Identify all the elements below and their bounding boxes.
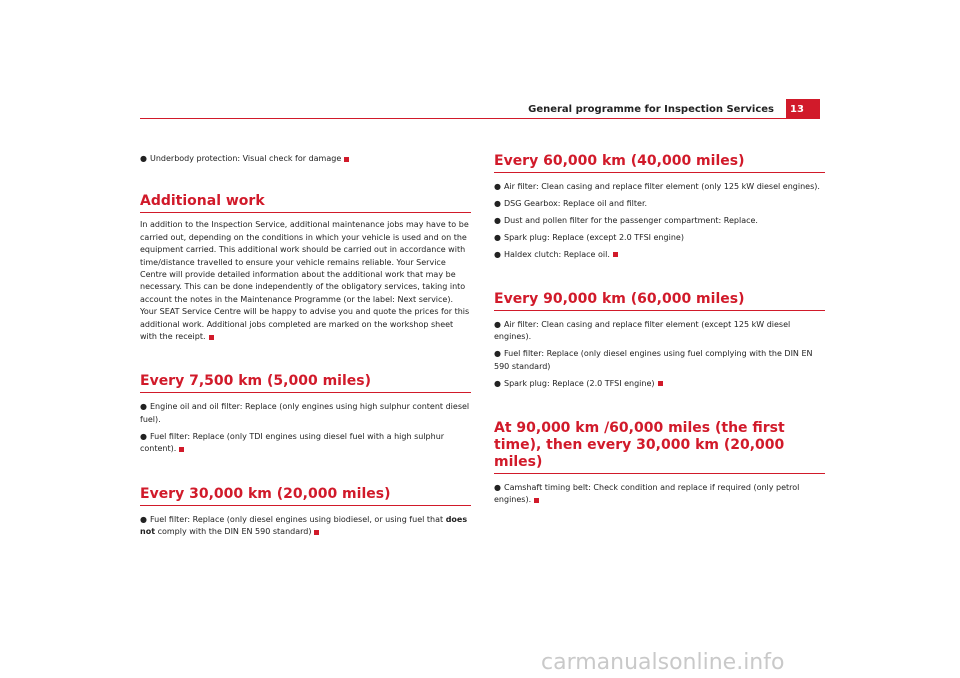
bullet-icon: ● xyxy=(494,320,501,330)
bullet-icon: ● xyxy=(494,182,501,191)
end-of-section-icon xyxy=(344,157,349,162)
section-heading: Every 60,000 km (40,000 miles) xyxy=(494,153,825,173)
section-text: In addition to the Inspection Service, additional maintenance jobs may have to be carried out, depending on the conditions in which your vehicle is used and on the equipment carried. This additional work should be carried out in accordance with time/distance travelled to ensure your vehicle remains reliable. Your Service Centre will provide detailed information about the additional work that may be necessary. This can be done independently of the obligatory services, taking into account the notes in the Maintenance Programme (or the label: Next service). Your SEAT Service Centre will be happy to advise you and quote the prices for this additional work. Additional jobs completed are marked on the workshop sheet with the receipt. xyxy=(140,220,470,342)
item-list xyxy=(494,319,825,390)
bullet-icon: ● xyxy=(140,431,147,441)
header-title: General programme for Inspection Services xyxy=(528,104,774,115)
list-item: ● Air filter: Clean casing and replace filter element (except 125 kW diesel engines). xyxy=(494,320,791,342)
section-heading: Every 30,000 km (20,000 miles) xyxy=(140,486,471,506)
list-item: ● Dust and pollen filter for the passenger compartment: Replace. xyxy=(494,215,758,225)
item-list xyxy=(494,482,825,507)
page-number: 13 xyxy=(790,104,804,115)
end-of-section-icon xyxy=(658,381,663,386)
list-item: ● Fuel filter: Replace (only diesel engines using biodiesel, or using fuel that does not comply with the DIN EN 590 standard) xyxy=(140,514,468,536)
end-of-section-icon xyxy=(179,447,184,452)
section-heading: Every 90,000 km (60,000 miles) xyxy=(494,291,825,311)
list-item: ● DSG Gearbox: Replace oil and filter. xyxy=(494,198,648,208)
bullet-icon: ● xyxy=(494,483,501,493)
bullet-icon: ● xyxy=(494,249,501,259)
list-item: ● Fuel filter: Replace (only diesel engines using fuel complying with the DIN EN 590 standard) xyxy=(494,349,813,371)
every-90000-section xyxy=(494,291,825,390)
item-list xyxy=(494,181,825,261)
list-item: ● Camshaft timing belt: Check condition and replace if required (only petrol engines). xyxy=(494,483,800,505)
section-heading: Additional work xyxy=(140,193,471,213)
end-of-section-icon xyxy=(209,335,214,340)
intro-section xyxy=(140,153,471,165)
end-of-section-icon xyxy=(534,498,539,503)
end-of-section-icon xyxy=(314,530,319,535)
bullet-icon: ● xyxy=(494,349,501,359)
bullet-icon: ● xyxy=(494,378,501,388)
left-column xyxy=(140,153,471,543)
bullet-icon: ● xyxy=(140,402,147,412)
every-30000-section xyxy=(140,486,471,539)
at-90000-section xyxy=(494,420,825,507)
list-item: ● Fuel filter: Replace (only TDI engines using diesel fuel with a high sulphur content). xyxy=(140,431,445,454)
list-item: ● Haldex clutch: Replace oil. xyxy=(494,249,825,261)
list-item: ● Air filter: Clean casing and replace filter element (only 125 kW diesel engines). xyxy=(494,182,820,191)
bullet-icon: ● xyxy=(140,514,147,524)
section-heading: At 90,000 km /60,000 miles (the first time), then every 30,000 km (20,000 miles) xyxy=(494,420,825,474)
item-list xyxy=(140,514,471,539)
end-of-section-icon xyxy=(613,252,618,257)
every-7500-section xyxy=(140,373,471,455)
section-heading: Every 7,500 km (5,000 miles) xyxy=(140,373,471,393)
list-item: ● Spark plug: Replace (2.0 TFSI engine) xyxy=(494,378,825,390)
item-list xyxy=(140,401,471,455)
header-rule xyxy=(140,118,820,119)
right-column xyxy=(494,153,825,511)
list-item: ● Spark plug: Replace (except 2.0 TFSI engine) xyxy=(494,232,684,242)
bullet-icon: ● xyxy=(494,232,501,242)
list-item xyxy=(140,153,471,165)
list-item: ● Engine oil and oil filter: Replace (only engines using high sulphur content diesel fuel). xyxy=(140,402,470,424)
every-60000-section xyxy=(494,153,825,261)
bullet-icon: ● xyxy=(494,198,501,208)
watermark: carmanualsonline.info xyxy=(541,650,785,675)
additional-work-section xyxy=(140,193,471,343)
bullet-icon: ● xyxy=(494,215,501,225)
list-item-text: Underbody protection: Visual check for damage xyxy=(149,154,342,163)
bullet-icon: ● xyxy=(140,154,147,163)
